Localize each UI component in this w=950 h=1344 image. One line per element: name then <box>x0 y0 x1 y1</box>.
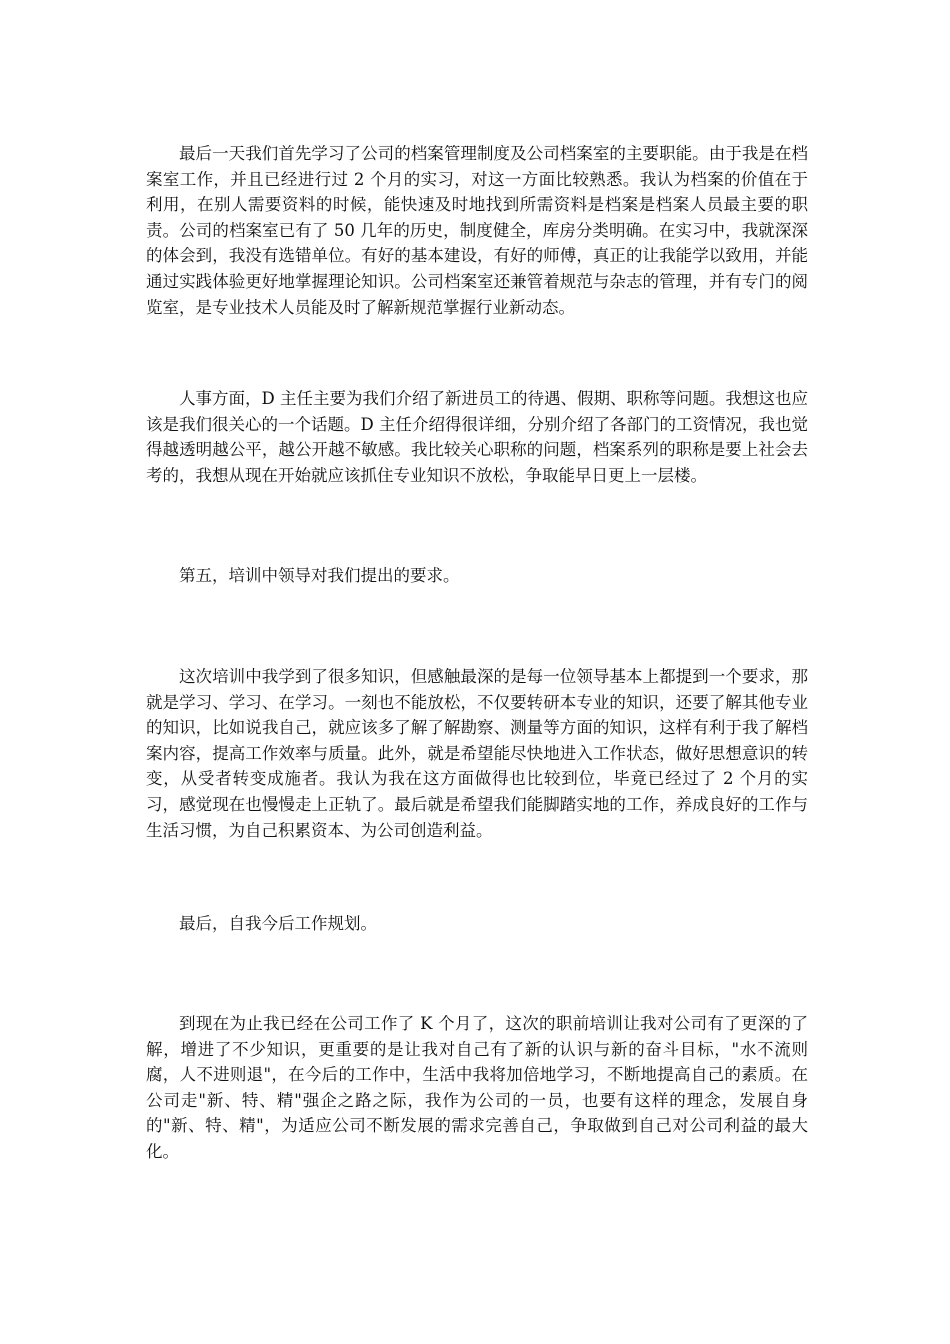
paragraph-personnel: 人事方面，D 主任主要为我们介绍了新进员工的待遇、假期、职称等问题。我想这也应该是我们很关心的一个话题。D 主任介绍得很详细，分别介绍了各部门的工资情况，我也觉得越透明越公平，越公开越不敏感。我比较关心职称的问题，档案系列的职称是要上社会去考的，我想从现在开始就应该抓住专业知识不放松，争取能早日更上一层楼。 <box>146 389 808 485</box>
paragraph-requirements: 这次培训中我学到了很多知识，但感触最深的是每一位领导基本上都提到一个要求，那就是学习、学习、在学习。一刻也不能放松，不仅要转研本专业的知识，还要了解其他专业的知识，比如说我自己，就应该多了解了解勘察、测量等方面的知识，这样有利于我了解档案内容，提高工作效率与质量。此外，就是希望能尽快地进入工作状态，做好思想意识的转变，从受者转变成施者。我认为我在这方面做得也比较到位，毕竟已经过了 2 个月的实习，感觉现在也慢慢走上正轨了。最后就是希望我们能脚踏实地的工作，养成良好的工作与生活习惯，为自己积累资本、为公司创造利益。 <box>146 667 808 840</box>
section-heading-requirements: 第五，培训中领导对我们提出的要求。 <box>179 566 460 585</box>
paragraph-work-plan: 到现在为止我已经在公司工作了 K 个月了，这次的职前培训让我对公司有了更深的了解，增进了不少知识，更重要的是让我对自己有了新的认识与新的奋斗目标，"水不流则腐，人不进则退"，在今后的工作中，生活中我将加倍地学习，不断地提高自己的素质。在公司走"新、特、精"强企之路之际，我作为公司的一员，也要有这样的理念，发展自身的"新、特、精"，为适应公司不断发展的需求完善自己，争取做到自己对公司利益的最大化。 <box>146 1014 808 1161</box>
paragraph-archive-training: 最后一天我们首先学习了公司的档案管理制度及公司档案室的主要职能。由于我是在档案室工作，并且已经进行过 2 个月的实习，对这一方面比较熟悉。我认为档案的价值在于利用，在别人需要资料的时候，能快速及时地找到所需资料是档案是档案人员最主要的职责。公司的档案室已有了 50 几年的历史，制度健全，库房分类明确。在实习中，我就深深的体会到，我没有选错单位。有好的基本建设，有好的师傅，真正的让我能学以致用，并能通过实践体验更好地掌握理论知识。公司档案室还兼管着规范与杂志的管理，并有专门的阅览室，是专业技术人员能及时了解新规范掌握行业新动态。 <box>146 144 808 317</box>
section-heading-work-plan: 最后，自我今后工作规划。 <box>179 914 377 933</box>
